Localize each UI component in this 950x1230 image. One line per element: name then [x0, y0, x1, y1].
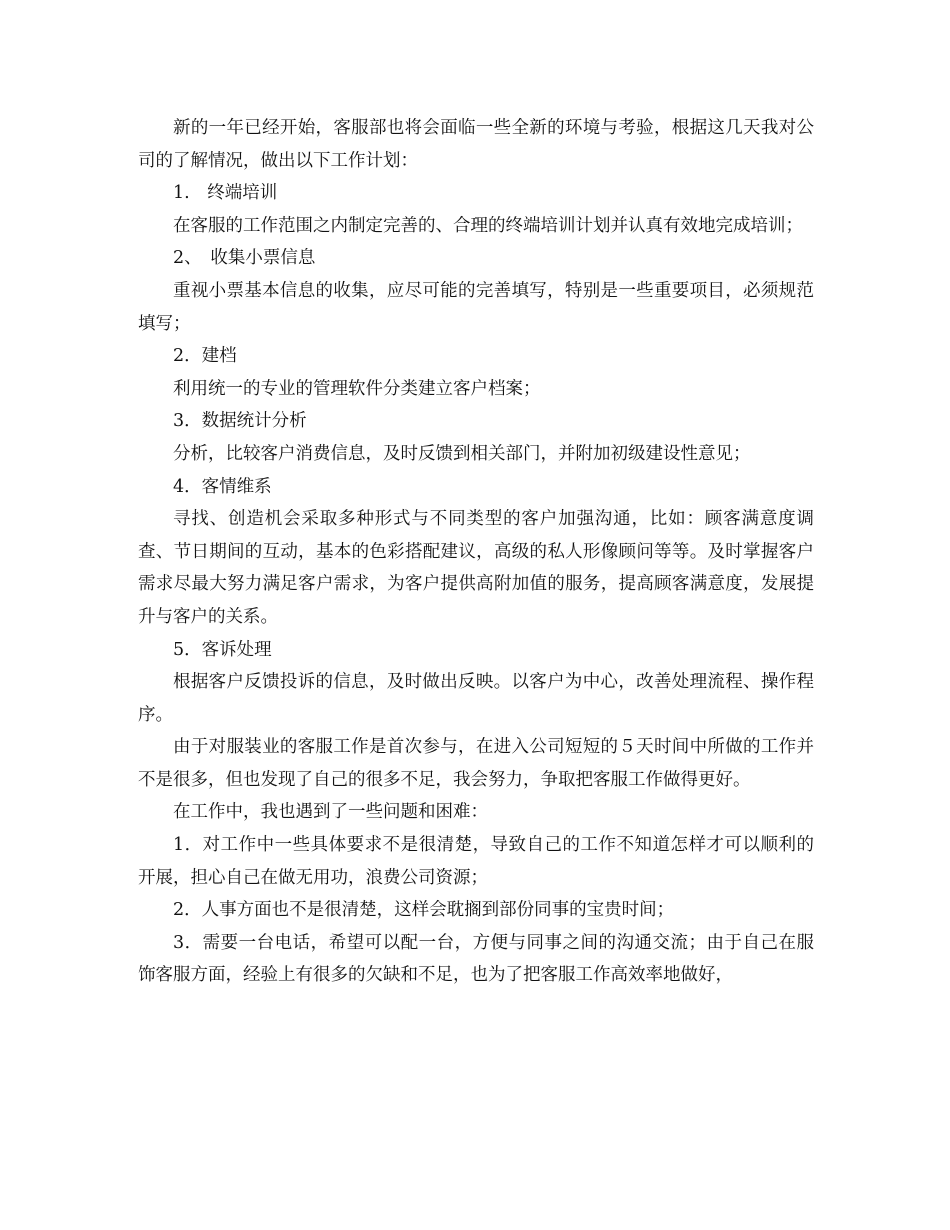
terminal-training-paragraph: 在客服的工作范围之内制定完善的、合理的终端培训计划并认真有效地完成培训；	[173, 215, 803, 236]
filing-paragraph: 利用统一的专业的管理软件分类建立客户档案；	[173, 378, 541, 399]
intro-paragraph: 新的一年已经开始，客服部也将会面临一些全新的环境与考验，根据这几天我对公司的了解情况，做出以下工作计划：	[138, 118, 814, 171]
section-heading-terminal-training: 1. 终端培训	[173, 183, 278, 204]
complaints-paragraph: 根据客户反馈投诉的信息，及时做出反映。以客户为中心，改善处理流程、操作程序。	[138, 672, 814, 725]
problem-item-2: 2．人事方面也不是很清楚，这样会耽搁到部份同事的宝贵时间；	[173, 900, 675, 921]
summary-paragraph: 由于对服装业的客服工作是首次参与，在进入公司短短的５天时间中所做的工作并不是很多，但也发现了自己的很多不足，我会努力，争取把客服工作做得更好。	[138, 737, 814, 790]
section-heading-receipt-info: 2、 收集小票信息	[173, 248, 316, 269]
customer-relations-paragraph: 寻找、创造机会采取多种形式与不同类型的客户加强沟通，比如：顾客满意度调查、节日期间的互动，基本的色彩搭配建议，高级的私人形像顾问等等。及时掌握客户需求尽最大努力满足客户需求，为客户提供高附加值的服务，提高顾客满意度，发展提升与客户的关系。	[138, 509, 814, 627]
problem-item-3: 3．需要一台电话，希望可以配一台，方便与同事之间的沟通交流；由于自己在服饰客服方面，经验上有很多的欠缺和不足，也为了把客服工作高效率地做好，	[138, 932, 814, 986]
section-heading-filing: 2．建档	[173, 346, 237, 367]
data-analysis-paragraph: 分析，比较客户消费信息，及时反馈到相关部门，并附加初级建设性意见；	[173, 443, 751, 464]
problem-item-1: 1．对工作中一些具体要求不是很清楚，导致自己的工作不知道怎样才可以顺利的开展，担心自己在做无用功，浪费公司资源；	[138, 835, 814, 888]
document-page	[138, 112, 814, 992]
section-heading-complaints: 5．客诉处理	[173, 639, 272, 660]
section-heading-customer-relations: 4．客情维系	[173, 476, 272, 497]
problems-intro-paragraph: 在工作中，我也遇到了一些问题和困难：	[173, 802, 488, 823]
receipt-info-paragraph: 重视小票基本信息的收集，应尽可能的完善填写，特别是一些重要项目，必须规范填写；	[138, 280, 814, 334]
section-heading-data-analysis: 3．数据统计分析	[173, 411, 307, 432]
